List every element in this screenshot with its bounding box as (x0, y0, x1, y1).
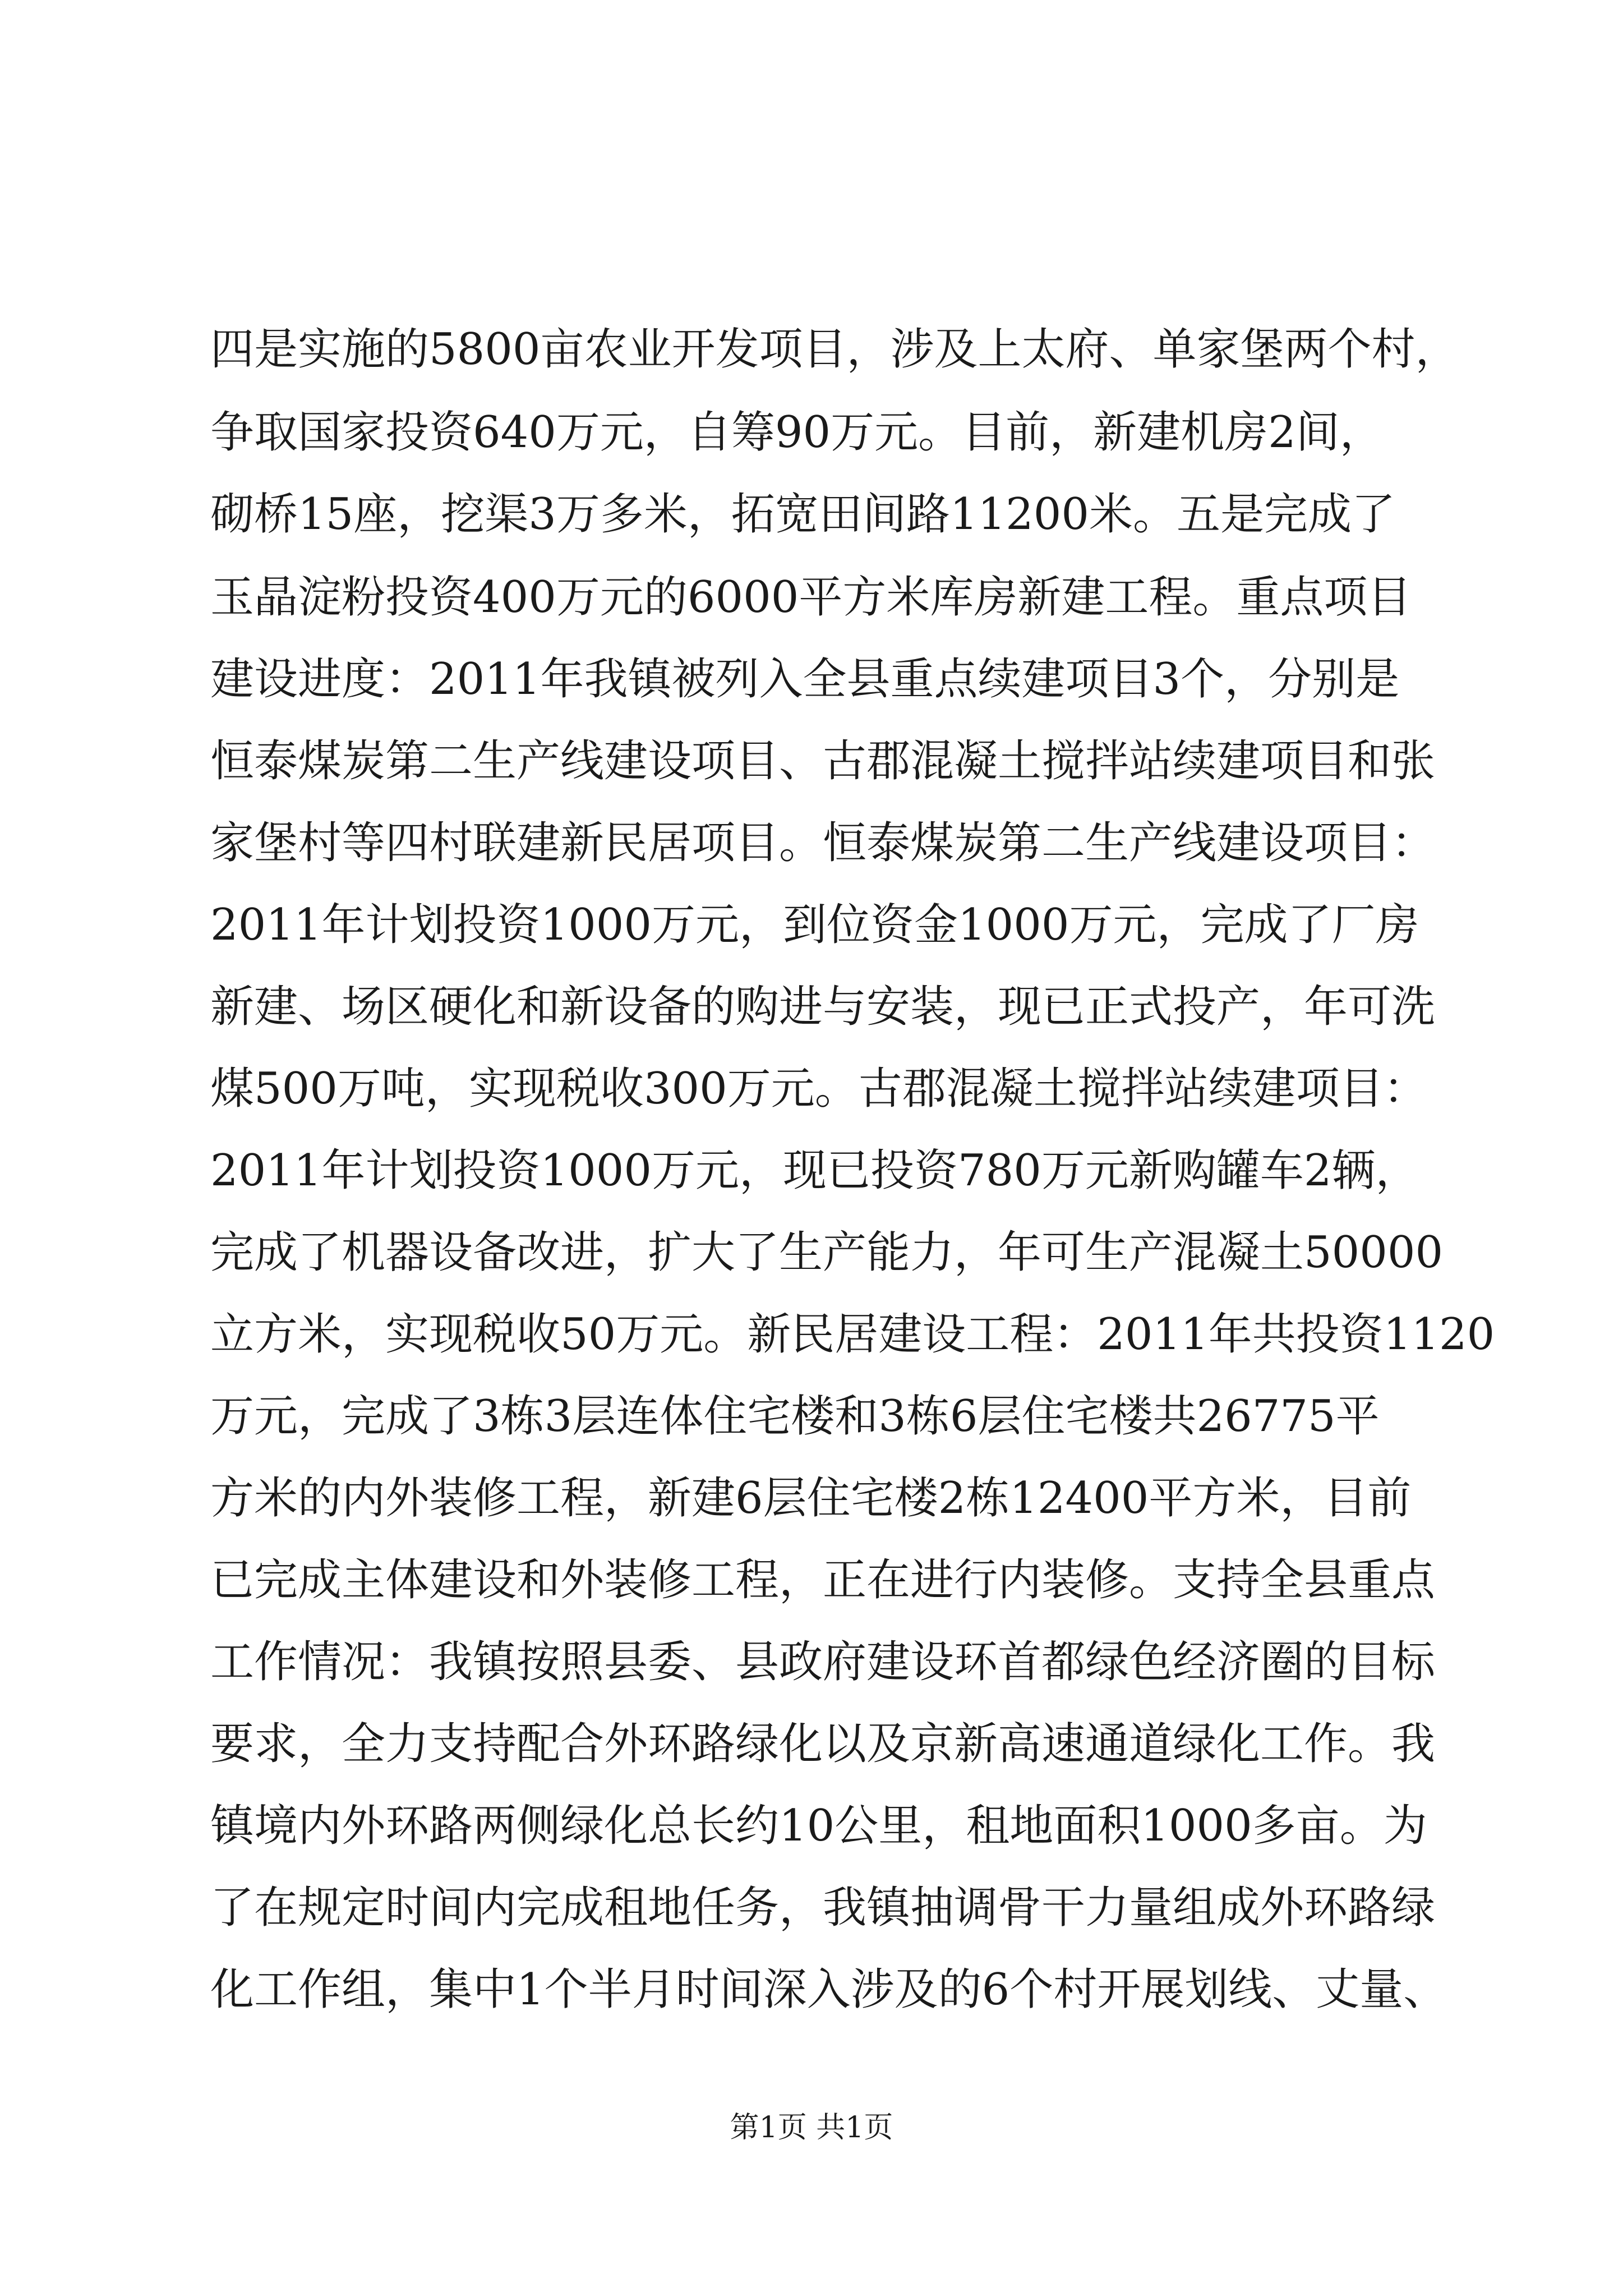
text-line: 家堡村等四村联建新民居项目。恒泰煤炭第二生产线建设项目： (210, 818, 1436, 868)
text-line: 完成了机器设备改进，扩大了生产能力，年可生产混凝土50000 (210, 1227, 1444, 1278)
text-line: 化工作组，集中1个半月时间深入涉及的6个村开展划线、丈量、 (210, 1964, 1447, 2015)
page-footer: 第1页 共1页 (730, 2111, 893, 2145)
text-line: 争取国家投资640万元，自筹90万元。目前，新建机房2间， (210, 407, 1384, 458)
text-line: 立方米，实现税收50万元。新民居建设工程：2011年共投资1120 (210, 1309, 1495, 1360)
text-line: 镇境内外环路两侧绿化总长约10公里，租地面积1000多亩。为 (210, 1801, 1427, 1851)
text-line: 玉晶淀粉投资400万元的6000平方米库房新建工程。重点项目 (210, 572, 1412, 623)
text-line: 四是实施的5800亩农业开发项目，涉及上太府、单家堡两个村， (210, 324, 1459, 375)
text-line: 工作情况：我镇按照县委、县政府建设环首都绿色经济圈的目标 (210, 1637, 1436, 1687)
text-line: 2011年计划投资1000万元，到位资金1000万元，完成了厂房 (210, 900, 1419, 950)
text-line: 砌桥15座，挖渠3万多米，拓宽田间路11200米。五是完成了 (210, 489, 1396, 540)
text-line: 方米的内外装修工程，新建6层住宅楼2栋12400平方米，目前 (210, 1473, 1412, 1524)
text-line: 新建、场区硬化和新设备的购进与安装，现已正式投产，年可洗 (210, 982, 1436, 1032)
text-line: 万元，完成了3栋3层连体住宅楼和3栋6层住宅楼共26775平 (210, 1391, 1380, 1442)
text-line: 2011年计划投资1000万元，现已投资780万元新购罐车2辆， (210, 1145, 1419, 1196)
text-line: 恒泰煤炭第二生产线建设项目、古郡混凝土搅拌站续建项目和张 (210, 736, 1436, 786)
text-line: 煤500万吨，实现税收300万元。古郡混凝土搅拌站续建项目： (210, 1064, 1427, 1114)
text-line: 已完成主体建设和外装修工程，正在进行内装修。支持全县重点 (210, 1555, 1436, 1605)
text-line: 建设进度：2011年我镇被列入全县重点续建项目3个，分别是 (210, 654, 1400, 705)
text-line: 了在规定时间内完成租地任务，我镇抽调骨干力量组成外环路绿 (210, 1883, 1436, 1933)
text-line: 要求，全力支持配合外环路绿化以及京新高速通道绿化工作。我 (210, 1719, 1436, 1769)
